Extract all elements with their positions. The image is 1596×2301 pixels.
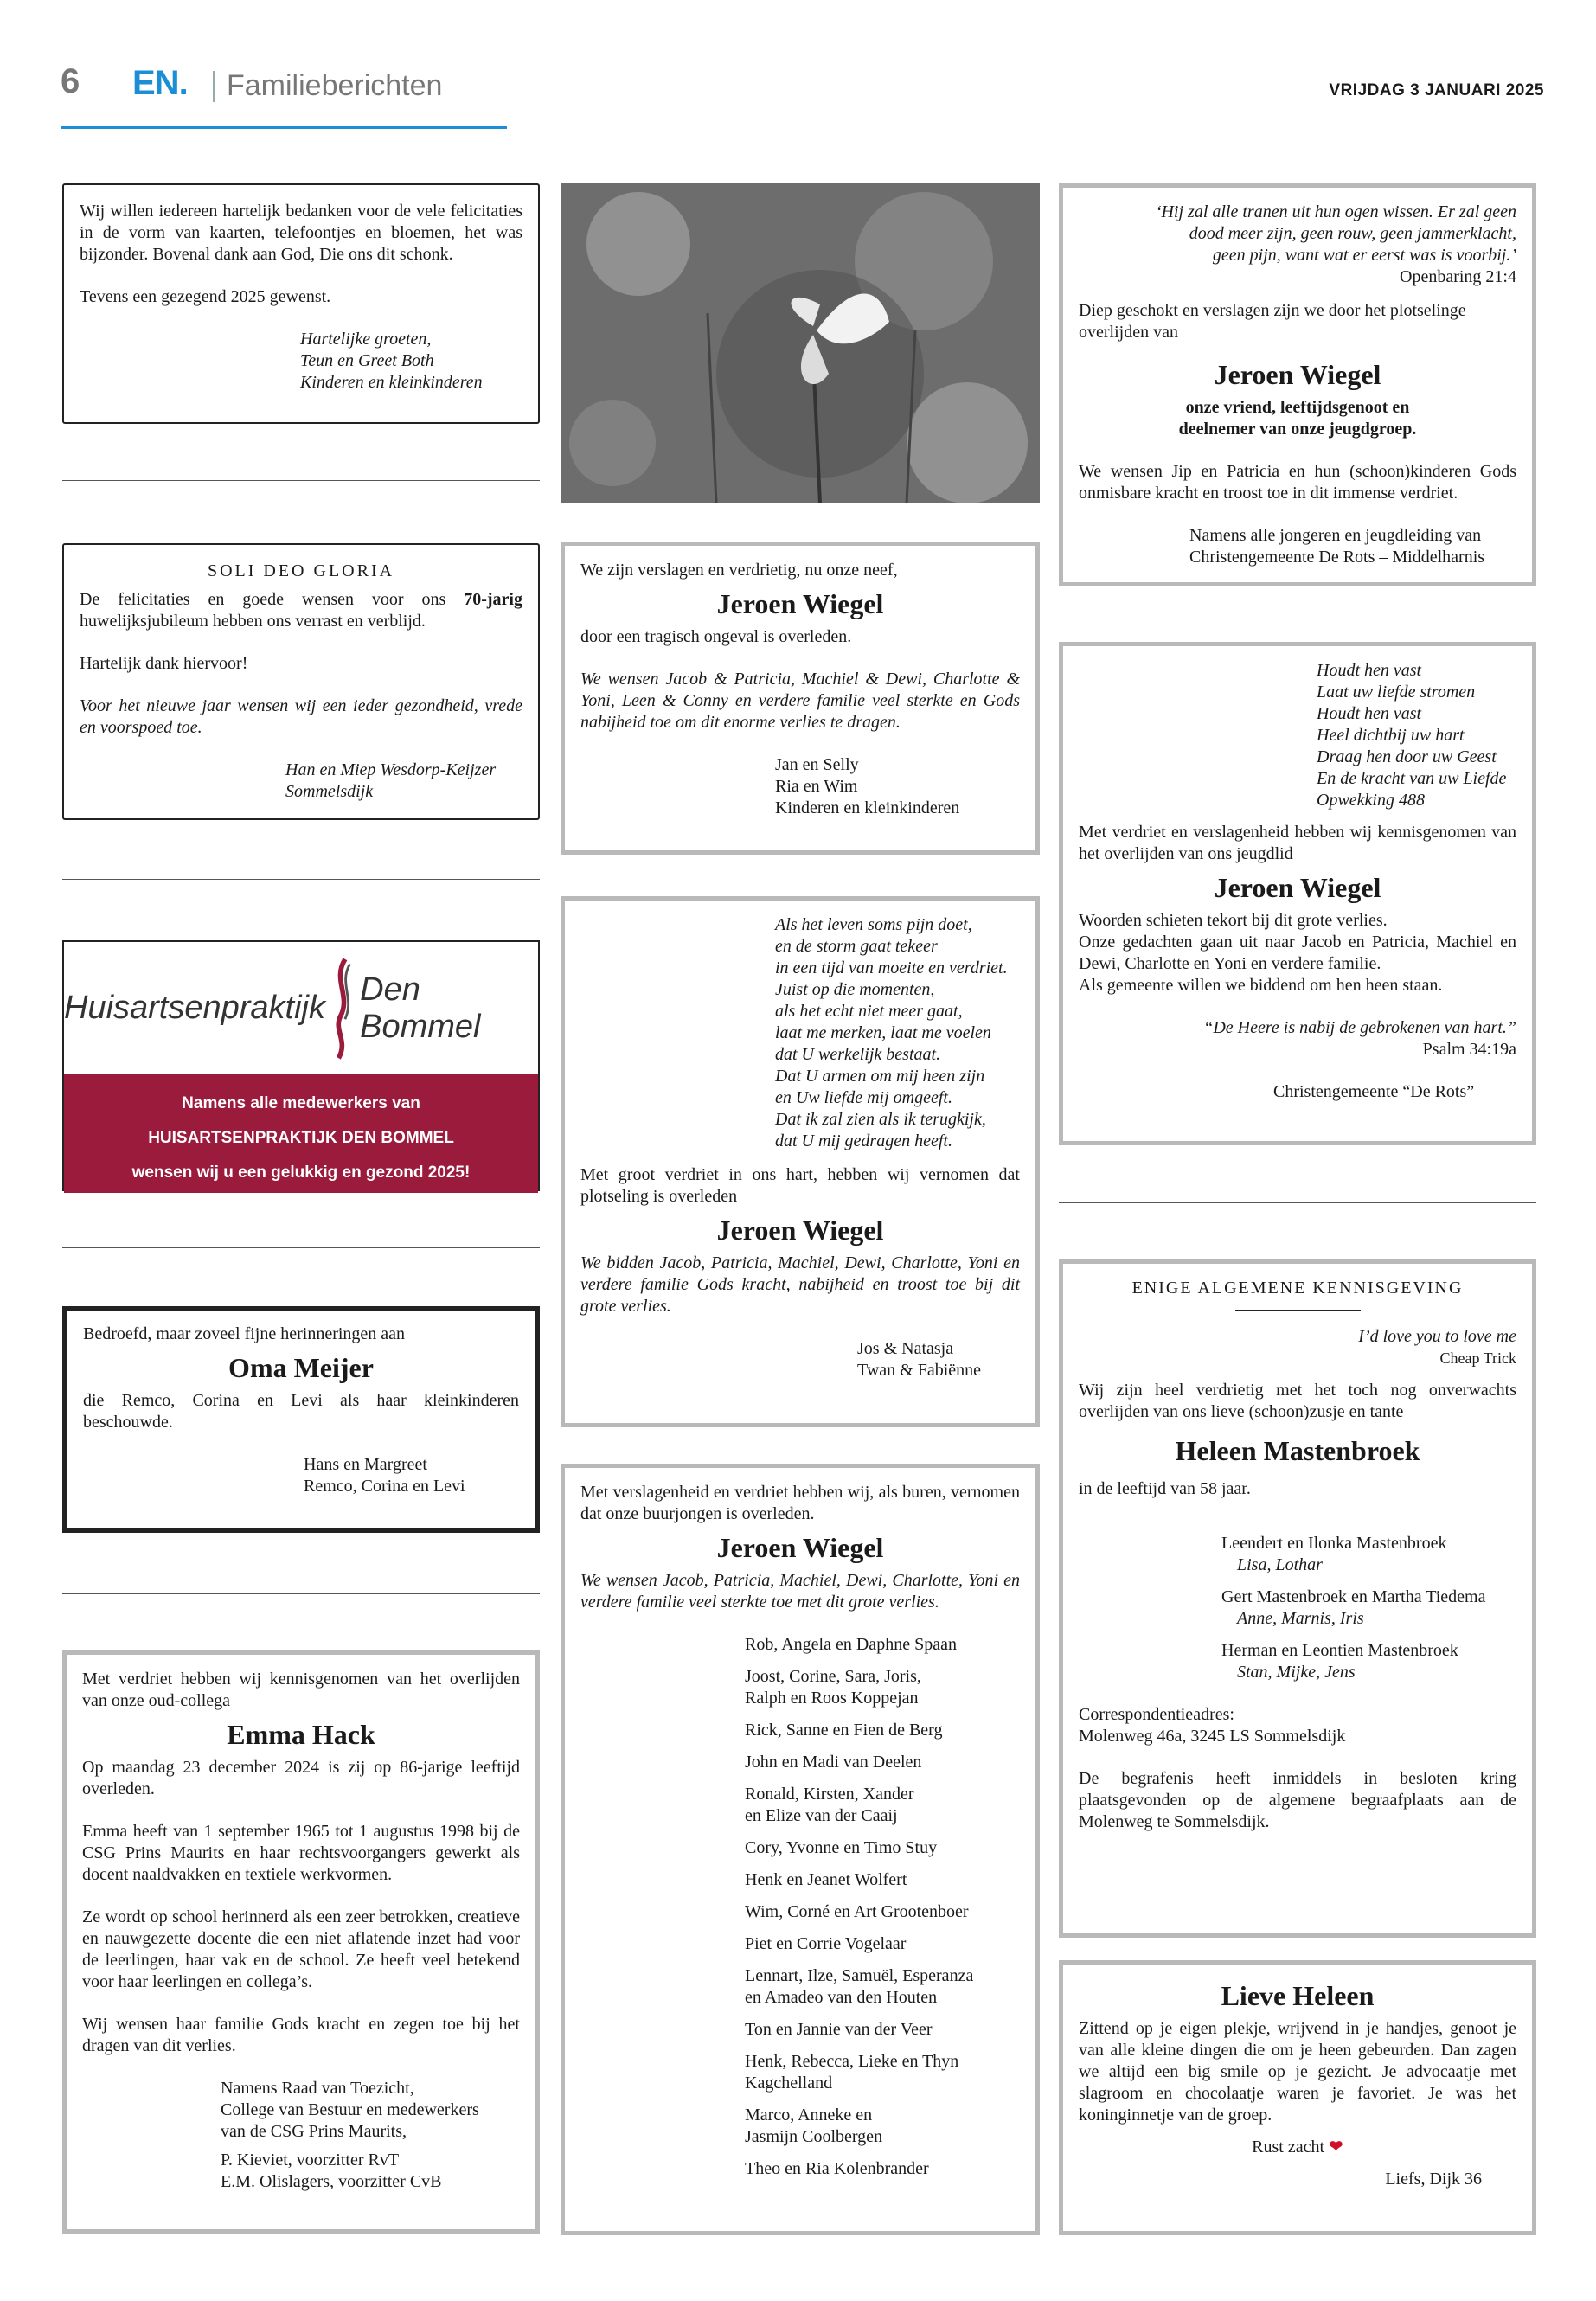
rots-poem-line: Houdt hen vast xyxy=(1317,704,1422,723)
ad-line-1: Namens alle medewerkers van xyxy=(182,1094,420,1112)
rots-poem xyxy=(1317,660,1516,811)
rots-poem-ref: Opwekking 488 xyxy=(1317,791,1425,810)
poem-line: en Uw liefde mij omgeeft. xyxy=(775,1088,952,1107)
column-divider xyxy=(62,480,540,481)
emma-signature-4: P. Kieviet, voorzitter RvT xyxy=(221,2150,400,2170)
rots-quote-ref: Openbaring 21:4 xyxy=(1400,267,1516,286)
rots-sub-2: deelnemer van onze jeugdgroep. xyxy=(1178,420,1417,439)
rots2-name: Jeroen Wiegel xyxy=(1214,872,1381,903)
section-title: Familieberichten xyxy=(227,69,443,102)
neef-signature-2: Ria en Wim xyxy=(775,777,858,796)
soli-thanks: Hartelijk dank hiervoor! xyxy=(80,654,248,673)
heart-icon: ❤ xyxy=(1329,2138,1343,2157)
emma-signature-5: E.M. Olislagers, voorzitter CvB xyxy=(221,2172,442,2191)
thanks-notice xyxy=(62,183,540,424)
neef-intro: We zijn verslagen en verdrietig, nu onze neef, xyxy=(580,561,898,580)
list-item: Lennart, Ilze, Samuël, Esperanza en Amadeo van den Houten xyxy=(745,1966,974,2007)
list-item: Ton en Jannie van der Veer xyxy=(745,2020,933,2039)
neef-signature-3: Kinderen en kleinkinderen xyxy=(775,798,960,817)
neef-wish: We wensen Jacob & Patricia, Machiel & Dewi, Charlotte & Yoni, Leen & Conny en verdere familie veel sterkte en Gods nabijheid toe om dit enorme verlies te dragen. xyxy=(580,670,1020,732)
rots-jeugd-notice xyxy=(1059,183,1536,586)
family-member: Gert Mastenbroek en Martha Tiedema xyxy=(1221,1587,1486,1606)
emma-p3: Ze wordt op school herinnerd als een zeer betrokken, creatieve en nauwgezette docente die een niet aflatende inzet had voor de leerlingen, haar vak en de school. Ze heeft veel betekend voor haar leerlingen en collega’s. xyxy=(82,1907,520,1991)
poem-line: Als het leven soms pijn doet, xyxy=(775,915,972,934)
correspondence-address: Molenweg 46a, 3245 LS Sommelsdijk xyxy=(1079,1727,1346,1746)
rots2-text-2: Onze gedachten gaan uit naar Jacob en Patricia, Machiel en Dewi, Charlotte en Yoni en verdere familie. xyxy=(1079,933,1516,973)
thanks-signature-1: Hartelijke groeten, xyxy=(300,330,432,349)
list-item: Wim, Corné en Art Grootenboer xyxy=(745,1902,969,1921)
rust-zacht: Rust zacht ❤ xyxy=(1252,2138,1343,2157)
poem-wish: We bidden Jacob, Patricia, Machiel, Dewi, Charlotte, Yoni en verdere familie Gods kracht, nabijheid en troost toe bij dit grote verlies. xyxy=(580,1253,1020,1316)
soli-signature-1: Han en Miep Wesdorp-Keijzer xyxy=(285,760,497,779)
soli-wish: Voor het nieuwe jaar wensen wij een ieder gezondheid, vrede en voorspoed toe. xyxy=(80,696,522,737)
poem-line: en de storm gaat tekeer xyxy=(775,937,938,956)
huisarts-advertisement xyxy=(62,940,540,1191)
thanks-signature-3: Kinderen en kleinkinderen xyxy=(300,373,483,392)
rots-poem-line: Draag hen door uw Geest xyxy=(1317,747,1497,766)
emma-intro: Met verdriet hebben wij kennisgenomen van het overlijden van onze oud-collega xyxy=(82,1670,520,1710)
buren-name: Jeroen Wiegel xyxy=(716,1532,884,1563)
rots-quote-1: ‘Hij zal alle tranen uit hun ogen wissen. Er zal geen xyxy=(1155,202,1516,221)
heading-rule xyxy=(1235,1310,1361,1311)
poem-line: dat U mij gedragen heeft. xyxy=(775,1131,952,1150)
column-divider xyxy=(1059,1202,1536,1203)
ad-line-2: HUISARTSENPRAKTIJK DEN BOMMEL xyxy=(148,1129,454,1147)
rots-gemeente-notice xyxy=(1059,642,1536,1145)
rots-signature-2: Christengemeente De Rots – Middelharnis xyxy=(1189,548,1485,567)
soli-deo-gloria-notice xyxy=(62,543,540,820)
list-item: Henk en Jeanet Wolfert xyxy=(745,1870,907,1889)
emma-hack-notice xyxy=(62,1650,540,2234)
butterfly-image-icon xyxy=(561,183,1040,503)
list-item: Piet en Corrie Vogelaar xyxy=(745,1934,907,1953)
header-rule xyxy=(61,126,507,129)
list-item: Henk, Rebecca, Lieke en Thyn Kagchelland xyxy=(745,2052,959,2093)
lieve-heleen-title: Lieve Heleen xyxy=(1221,1980,1375,2011)
page-number: 6 xyxy=(61,62,80,100)
butterfly-photo xyxy=(561,183,1040,503)
buren-names-list xyxy=(745,1634,1020,2180)
oma-text: die Remco, Corina en Levi als haar kleinkinderen beschouwde. xyxy=(83,1391,519,1432)
neef-notice xyxy=(561,542,1040,855)
heleen-intro: Wij zijn heel verdrietig met het toch nog onverwachts overlijden van ons lieve (schoon)zusje en tante xyxy=(1079,1381,1516,1421)
oma-signature-1: Hans en Margreet xyxy=(304,1455,427,1474)
family-member: Leendert en Ilonka Mastenbroek xyxy=(1221,1534,1447,1553)
heleen-family xyxy=(1221,1533,1516,1683)
list-item: John en Madi van Deelen xyxy=(745,1753,922,1772)
poem-signature-2: Twan & Fabiënne xyxy=(857,1361,982,1380)
funeral-notice: De begrafenis heeft inmiddels in besloten kring plaatsgevonden op de algemene begraafplaats aan de Molenweg te Sommelsdijk. xyxy=(1079,1769,1516,1831)
rots-wish: We wensen Jip en Patricia en hun (schoon)kinderen Gods onmisbare kracht en troost toe in dit immense verdriet. xyxy=(1079,462,1516,503)
poem-line: laat me merken, laat me voelen xyxy=(775,1023,991,1042)
poem-line: als het echt niet meer gaat, xyxy=(775,1002,963,1021)
column-divider xyxy=(62,1593,540,1594)
family-member: Herman en Leontien Mastenbroek xyxy=(1221,1641,1458,1660)
rots-poem-line: Laat uw liefde stromen xyxy=(1317,683,1476,702)
emma-p1: Op maandag 23 december 2024 is zij op 86-jarige leeftijd overleden. xyxy=(82,1758,520,1798)
poem-line: Dat U armen om mij heen zijn xyxy=(775,1067,985,1086)
soli-signature-2: Sommelsdijk xyxy=(285,782,374,801)
rots-sub-1: onze vriend, leeftijdsgenoot en xyxy=(1185,398,1410,417)
poem-intro: Met groot verdriet in ons hart, hebben wij vernomen dat plotseling is overleden xyxy=(580,1165,1020,1206)
heleen-heading: ENIGE ALGEMENE KENNISGEVING xyxy=(1131,1279,1464,1298)
oma-intro: Bedroefd, maar zoveel fijne herinneringen aan xyxy=(83,1324,406,1343)
list-item: Marco, Anneke en Jasmijn Coolbergen xyxy=(745,2106,883,2146)
rots2-quote-ref: Psalm 34:19a xyxy=(1422,1040,1516,1059)
emma-p2: Emma heeft van 1 september 1965 tot 1 augustus 1998 bij de CSG Prins Maurits en haar rechtsvoorgangers gewerkt als docent naaldvakken en textiele werkvormen. xyxy=(82,1822,520,1884)
heleen-quote: I’d love you to love me xyxy=(1358,1327,1516,1346)
list-item: Ronald, Kirsten, Xander en Elize van der Caaij xyxy=(745,1785,914,1825)
poem-line: Juist op die momenten, xyxy=(775,980,935,999)
praktijk-logo-swoosh-icon xyxy=(330,952,355,1065)
column-divider xyxy=(62,1247,540,1248)
oma-meijer-notice xyxy=(62,1306,540,1533)
soli-title: SOLI DEO GLORIA xyxy=(207,561,395,580)
rots-quote-2: dood meer zijn, geen rouw, geen jammerklacht, xyxy=(1189,224,1516,243)
rots-quote-3: geen pijn, want wat er eerst was is voorbij.’ xyxy=(1212,246,1516,265)
lieve-heleen-text: Zittend op je eigen plekje, wrijvend in je handjes, genoot je van alle kleine dingen die om je heen gebeurden. Dan zagen we altijd een big smile op je gezicht. Je advocaatje met slagroom en chocolaatje waren je favoriet. Je was het koninginnetje van de groep. xyxy=(1079,2019,1516,2125)
buren-wish: We wensen Jacob, Patricia, Machiel, Dewi, Charlotte, Yoni en verdere familie veel sterkte toe met dit grote verlies. xyxy=(580,1571,1020,1612)
heleen-age: in de leeftijd van 58 jaar. xyxy=(1079,1479,1251,1498)
buren-intro: Met verslagenheid en verdriet hebben wij, als buren, vernomen dat onze buurjongen is overleden. xyxy=(580,1483,1020,1523)
heleen-quote-by: Cheap Trick xyxy=(1439,1349,1516,1367)
family-children: Lisa, Lothar xyxy=(1237,1555,1323,1574)
huisarts-banner xyxy=(64,1074,538,1193)
poem-notice xyxy=(561,896,1040,1427)
heleen-name: Heleen Mastenbroek xyxy=(1175,1435,1420,1466)
huisarts-logo: Huisartsenpraktijk Den Bommel xyxy=(64,942,538,1074)
poem-line: Dat ik zal zien als ik terugkijk, xyxy=(775,1110,986,1129)
ad-line-3: wensen wij u een gelukkig en gezond 2025! xyxy=(131,1163,471,1182)
rots2-text-3: Als gemeente willen we biddend om hen heen staan. xyxy=(1079,976,1443,995)
emma-p4: Wij wensen haar familie Gods kracht en zegen toe bij het dragen van dit verlies. xyxy=(82,2015,520,2055)
rots2-signature: Christengemeente “De Rots” xyxy=(1273,1082,1475,1101)
rots2-quote: “De Heere is nabij de gebrokenen van hart.” xyxy=(1203,1018,1516,1037)
rots-intro: Diep geschokt en verslagen zijn we door het plotselinge overlijden van xyxy=(1079,301,1466,342)
list-item: Cory, Yvonne en Timo Stuy xyxy=(745,1838,938,1857)
emma-signature-1: Namens Raad van Toezicht, xyxy=(221,2079,414,2098)
poem-line: dat U werkelijk bestaat. xyxy=(775,1045,941,1064)
correspondence-label: Correspondentieadres: xyxy=(1079,1705,1234,1724)
poem-stanza xyxy=(775,914,1020,1152)
poem-line: in een tijd van moeite en verdriet. xyxy=(775,958,1008,977)
family-children: Stan, Mijke, Jens xyxy=(1237,1663,1356,1682)
oma-name: Oma Meijer xyxy=(228,1352,374,1383)
rots-poem-line: Houdt hen vast xyxy=(1317,661,1422,680)
column-divider xyxy=(62,879,540,880)
thanks-text: Wij willen iedereen hartelijk bedanken voor de vele felicitaties in de vorm van kaarten, telefoontjes en bloemen, het was bijzonder. Bovenal dank aan God, Die ons dit schonk. xyxy=(80,202,522,264)
emma-signature-2: College van Bestuur en medewerkers xyxy=(221,2100,479,2119)
neef-signature-1: Jan en Selly xyxy=(775,755,859,774)
emma-name: Emma Hack xyxy=(227,1719,375,1750)
rots-name: Jeroen Wiegel xyxy=(1214,359,1381,390)
newspaper-logo: EN. xyxy=(132,64,188,102)
poem-name: Jeroen Wiegel xyxy=(716,1215,884,1246)
thanks-signature-2: Teun en Greet Both xyxy=(300,351,434,370)
rots-poem-line: Heel dichtbij uw hart xyxy=(1317,726,1465,745)
emma-signature-3: van de CSG Prins Maurits, xyxy=(221,2122,407,2141)
buren-notice xyxy=(561,1464,1040,2235)
list-item: Rick, Sanne en Fien de Berg xyxy=(745,1721,943,1740)
family-children: Anne, Marnis, Iris xyxy=(1237,1609,1364,1628)
list-item: Joost, Corine, Sara, Joris, Ralph en Roos Koppejan xyxy=(745,1667,921,1708)
header-separator xyxy=(213,71,215,102)
neef-text: door een tragisch ongeval is overleden. xyxy=(580,627,852,646)
list-item: Rob, Angela en Daphne Spaan xyxy=(745,1635,957,1654)
thanks-wish: Tevens een gezegend 2025 gewenst. xyxy=(80,287,331,306)
heleen-mastenbroek-notice xyxy=(1059,1259,1536,1938)
list-item: Theo en Ria Kolenbrander xyxy=(745,2159,929,2178)
rots-poem-line: En de kracht van uw Liefde xyxy=(1317,769,1507,788)
neef-name: Jeroen Wiegel xyxy=(716,588,884,619)
poem-signature-1: Jos & Natasja xyxy=(857,1339,954,1358)
rots-signature-1: Namens alle jongeren en jeugdleiding van xyxy=(1189,526,1482,545)
rots2-intro: Met verdriet en verslagenheid hebben wij kennisgenomen van het overlijden van ons jeugdlid xyxy=(1079,823,1516,863)
lieve-heleen-notice xyxy=(1059,1960,1536,2235)
oma-signature-2: Remco, Corina en Levi xyxy=(304,1477,465,1496)
issue-date: VRIJDAG 3 JANUARI 2025 xyxy=(1329,81,1544,99)
lieve-heleen-signature: Liefs, Dijk 36 xyxy=(1385,2170,1482,2189)
rots2-text-1: Woorden schieten tekort bij dit grote verlies. xyxy=(1079,911,1388,930)
soli-text: De felicitaties en goede wensen voor ons 70-jarig huwelijksjubileum hebben ons verrast en verblijd. xyxy=(80,590,522,631)
